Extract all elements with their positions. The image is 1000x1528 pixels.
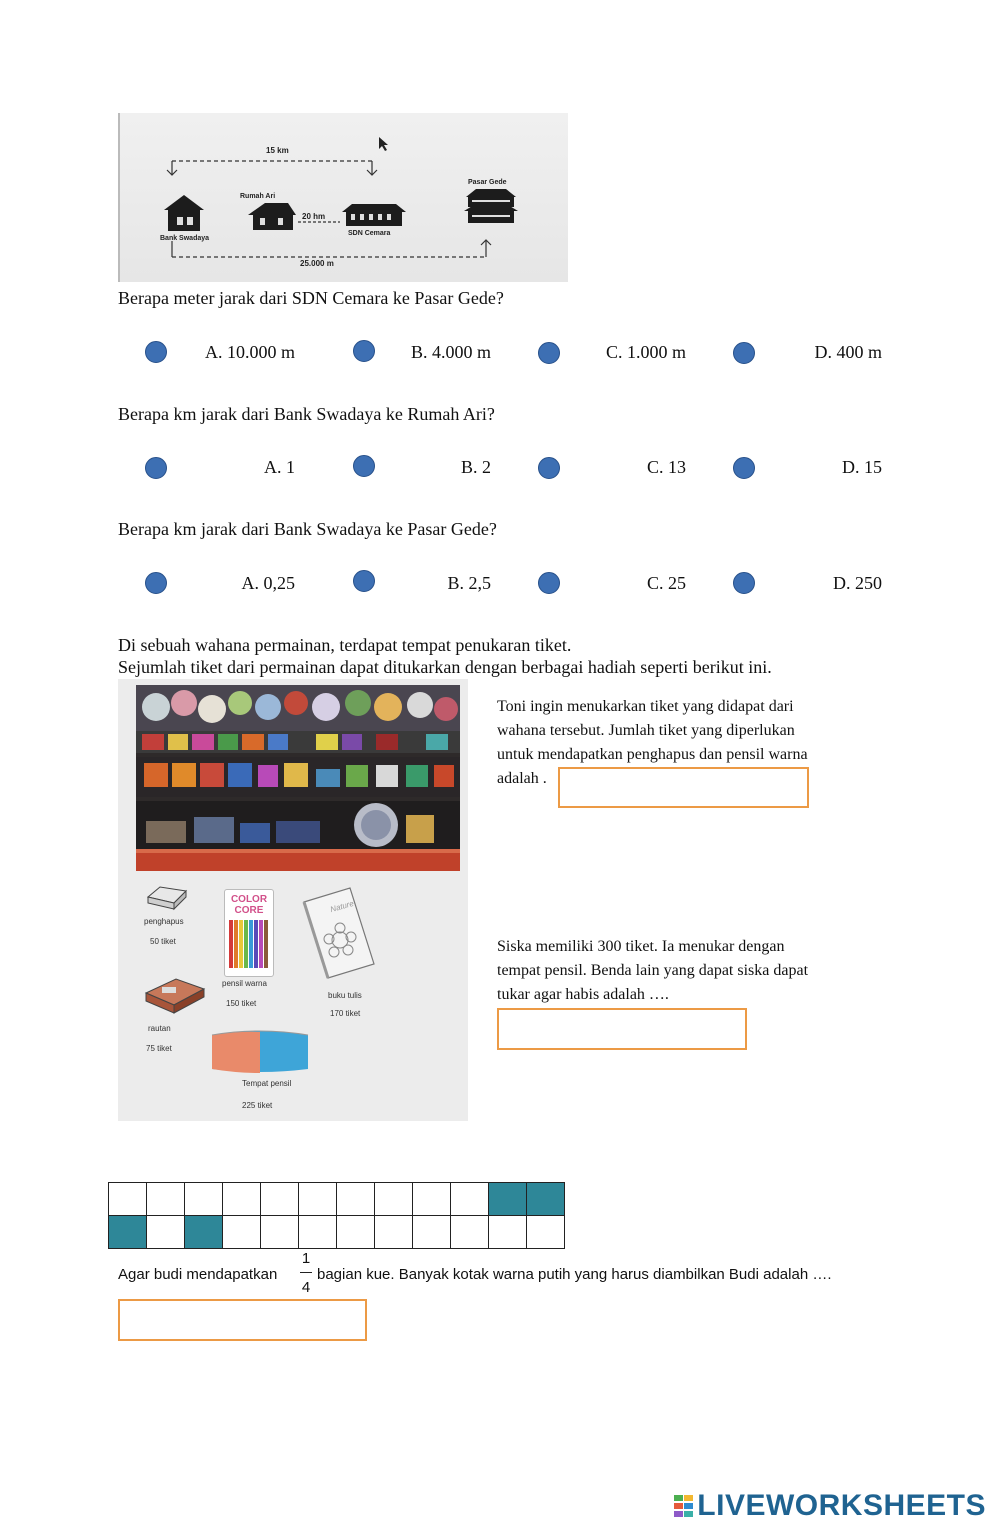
q3-option-d-label: D. 250: [833, 573, 882, 593]
grid-cell-white: [261, 1183, 299, 1216]
item-pencils-name: pensil warna: [222, 979, 267, 988]
item-eraser-name: penghapus: [144, 917, 184, 926]
fraction-bar: [300, 1272, 312, 1273]
cake-grid: [108, 1182, 565, 1249]
q1-option-c-radio[interactable]: [538, 342, 560, 364]
siska-line-2: tempat pensil. Benda lain yang dapat siska dapat: [497, 962, 809, 979]
liveworksheets-logo[interactable]: [674, 1488, 986, 1523]
q2-option-d-label: D. 15: [842, 457, 882, 477]
grid-cell-white: [451, 1216, 489, 1249]
q2-option-c-radio[interactable]: [538, 457, 560, 479]
grid-cell-white: [413, 1183, 451, 1216]
map-label-pasar: Pasar Gede: [468, 179, 507, 186]
budi-answer-input[interactable]: [118, 1299, 367, 1341]
grid-row: [109, 1216, 565, 1249]
grid-cell-white: [489, 1216, 527, 1249]
map-label-rumah-ari: Rumah Ari: [240, 193, 276, 200]
q1-option-d-radio[interactable]: [733, 342, 755, 364]
grid-cell-white: [527, 1216, 565, 1249]
liveworksheets-logo-text: LIVEWORKSHEETS: [697, 1489, 986, 1523]
map-label-15km: 15 km: [266, 146, 289, 155]
grid-cell-white: [109, 1183, 147, 1216]
ticket-intro-line-2: Sejumlah tiket dari permainan dapat ditukarkan dengan berbagai hadiah seperti berikut ini.: [118, 657, 772, 677]
q1-option-a-label: A. 10.000 m: [205, 342, 295, 362]
q3-option-d-radio[interactable]: [733, 572, 755, 594]
question-2-text: Berapa km jarak dari Bank Swadaya ke Rumah Ari?: [118, 404, 495, 424]
notebook-cover-title: Nature: [329, 898, 355, 915]
map-label-20hm: 20 hm: [302, 212, 326, 221]
siska-question: [497, 935, 867, 1007]
toni-line-1: Toni ingin menukarkan tiket yang didapat dari: [497, 698, 794, 715]
distance-map-image: [118, 113, 568, 282]
fraction-denominator: 4: [301, 1279, 311, 1296]
item-sharpener-price: 75 tiket: [146, 1044, 172, 1053]
ticket-intro-line-1: Di sebuah wahana permainan, terdapat tempat penukaran tiket.: [118, 635, 572, 655]
prize-shelf-photo: [136, 685, 460, 871]
grid-cell-white: [147, 1183, 185, 1216]
q3-option-b-radio[interactable]: [353, 570, 375, 592]
grid-cell-colored: [109, 1216, 147, 1249]
q2-option-b-label: B. 2: [460, 457, 491, 477]
grid-cell-white: [337, 1183, 375, 1216]
toni-line-2: wahana tersebut. Jumlah tiket yang diperlukan: [497, 722, 795, 739]
color-pencil-box-icon: [224, 889, 274, 977]
q2-option-c-label: C. 13: [646, 457, 686, 477]
budi-question-before: Agar budi mendapatkan: [118, 1266, 278, 1283]
q1-option-c-label: C. 1.000 m: [605, 342, 686, 362]
q3-option-c-radio[interactable]: [538, 572, 560, 594]
siska-answer-input[interactable]: [497, 1008, 747, 1050]
eraser-icon: [144, 883, 190, 913]
item-pencil-case-price: 225 tiket: [242, 1101, 273, 1110]
item-eraser-price: 50 tiket: [150, 937, 176, 946]
q2-option-a-radio[interactable]: [145, 457, 167, 479]
siska-line-1: Siska memiliki 300 tiket. Ia menukar dengan: [497, 938, 785, 955]
grid-cell-white: [223, 1183, 261, 1216]
toni-answer-input[interactable]: [558, 767, 809, 808]
liveworksheets-logo-icon: [674, 1493, 694, 1519]
map-label-bank: Bank Swadaya: [160, 235, 210, 242]
market-building-icon: [464, 189, 518, 223]
q1-option-a-radio[interactable]: [145, 341, 167, 363]
toni-line-4: adalah .: [497, 770, 547, 787]
q1-option-d-label: D. 400 m: [814, 342, 882, 362]
budi-question-after: bagian kue. Banyak kotak warna putih yang harus diambilkan Budi adalah ….: [317, 1266, 832, 1283]
grid-cell-white: [413, 1216, 451, 1249]
grid-cell-white: [375, 1183, 413, 1216]
map-label-sdn: SDN Cemara: [348, 230, 391, 237]
grid-cell-colored: [489, 1183, 527, 1216]
grid-cell-white: [299, 1216, 337, 1249]
grid-cell-white: [375, 1216, 413, 1249]
question-1-text: Berapa meter jarak dari SDN Cemara ke Pasar Gede?: [118, 288, 504, 308]
q2-option-a-label: A. 1: [264, 457, 295, 477]
item-notebook-price: 170 tiket: [330, 1009, 361, 1018]
prize-shop-image: [118, 679, 468, 1121]
question-3-text: Berapa km jarak dari Bank Swadaya ke Pasar Gede?: [118, 519, 497, 539]
grid-cell-white: [185, 1183, 223, 1216]
grid-cell-white: [261, 1216, 299, 1249]
q3-option-c-label: C. 25: [646, 573, 686, 593]
grid-cell-white: [147, 1216, 185, 1249]
q3-option-a-radio[interactable]: [145, 572, 167, 594]
grid-cell-white: [451, 1183, 489, 1216]
house-icon: [248, 203, 296, 230]
map-drawing: [120, 113, 568, 282]
grid-cell-white: [337, 1216, 375, 1249]
siska-line-3: tukar agar habis adalah ….: [497, 986, 669, 1003]
q3-option-b-label: B. 2,5: [447, 573, 491, 593]
item-notebook-name: buku tulis: [328, 991, 362, 1000]
q1-option-b-label: B. 4.000 m: [410, 342, 491, 362]
grid-row: [109, 1183, 565, 1216]
toni-line-3: untuk mendapatkan penghapus dan pensil warna: [497, 746, 808, 763]
grid-cell-colored: [185, 1216, 223, 1249]
grid-cell-colored: [527, 1183, 565, 1216]
notebook-icon: [300, 884, 378, 980]
q2-option-d-radio[interactable]: [733, 457, 755, 479]
item-sharpener-name: rautan: [148, 1024, 171, 1033]
q2-option-b-radio[interactable]: [353, 455, 375, 477]
fraction-numerator: 1: [301, 1250, 311, 1267]
grid-cell-white: [223, 1216, 261, 1249]
sharpener-icon: [142, 975, 208, 1015]
item-pencils-price: 150 tiket: [226, 999, 257, 1008]
pencil-case-icon: [206, 1029, 314, 1075]
q1-option-b-radio[interactable]: [353, 340, 375, 362]
map-label-25000m: 25.000 m: [300, 259, 334, 268]
grid-cell-white: [299, 1183, 337, 1216]
q3-option-a-label: A. 0,25: [241, 573, 295, 593]
school-icon: [342, 204, 406, 226]
item-pencil-case-name: Tempat pensil: [242, 1079, 292, 1088]
bank-building-icon: [164, 195, 204, 231]
color-core-brand: COLOR CORE: [230, 894, 268, 916]
